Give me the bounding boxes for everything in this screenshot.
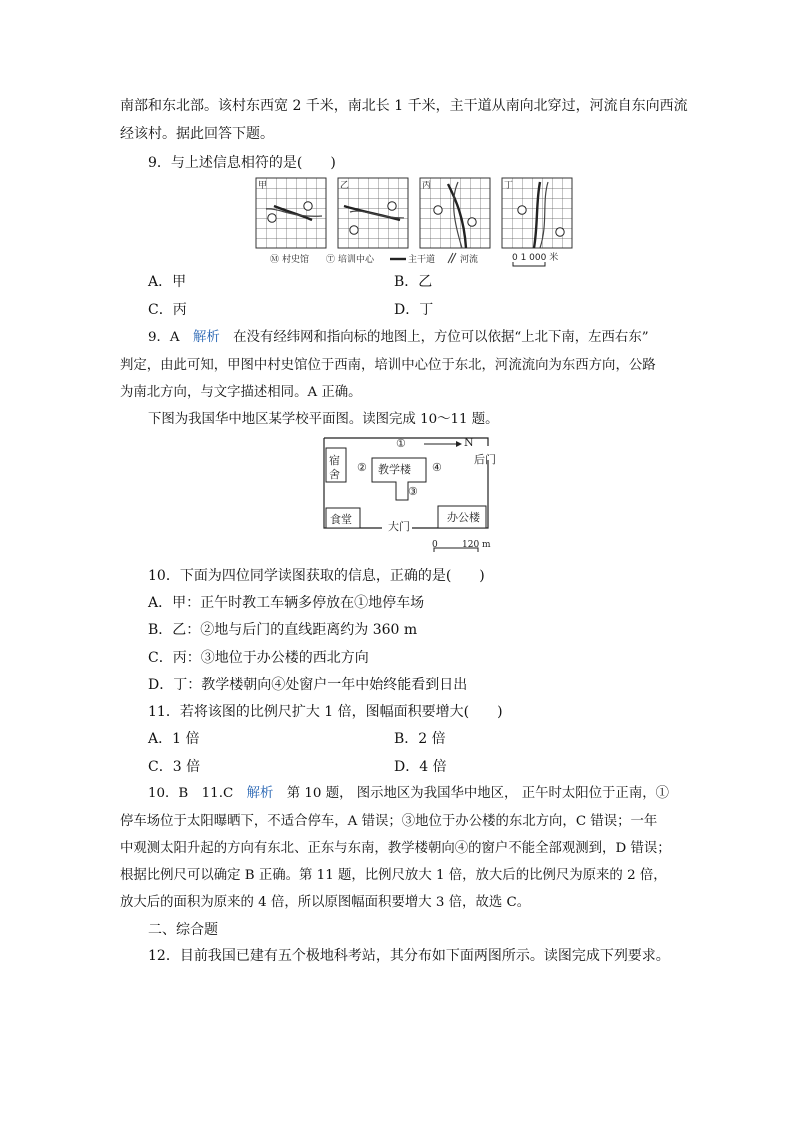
map-label-jia: 甲 <box>258 181 268 191</box>
school-scale-1: 120 m <box>462 540 491 550</box>
school-map <box>316 432 496 556</box>
a10-line-5: 放大后的面积为原来的 4 倍，所以原图幅面积要增大 3 倍，故选 C。 <box>120 895 531 910</box>
q9-option-c: C．丙 <box>148 302 187 318</box>
a9-tag: 解析 <box>192 330 220 345</box>
q11-option-d: D．4 倍 <box>394 759 447 775</box>
legend-museum: 村史馆 <box>282 255 310 265</box>
q10-intro: 下图为我国华中地区某学校平面图。读图完成 10～11 题。 <box>148 412 499 427</box>
q11-option-b: B．2 倍 <box>394 731 446 747</box>
q9-option-a: A．甲 <box>148 274 187 290</box>
map-label-bing: 丙 <box>422 181 432 191</box>
legend-scale-bar <box>512 262 546 267</box>
intro-line-1: 南部和东北部。该村东西宽 2 千米，南北长 1 千米，主干道从南向北穿过，河流自东向西流 <box>120 98 688 114</box>
school-c1: ① <box>396 437 406 450</box>
legend-training: 培训中心 <box>338 255 375 265</box>
q10-option-c: C．丙：③地位于办公楼的西北方向 <box>148 650 369 666</box>
a10-line-2: 停车场位于太阳曝晒下，不适合停车，A 错误；③地位于办公楼的东北方向，C 错误；一年 <box>120 814 658 829</box>
a10-number: 10．B 11.C <box>148 786 234 801</box>
a9-number: 9．A <box>148 330 180 345</box>
legend-road: 主干道 <box>408 255 436 265</box>
legend-scale: 0 1 000 米 <box>512 253 559 263</box>
a9-text-1: 在没有经纬网和指向标的地图上，方位可以依据“上北下南，左西右东” <box>233 330 649 345</box>
school-c3: ③ <box>408 485 418 498</box>
a10-line-3: 中观测太阳升起的方向有东北、正东与东南，教学楼朝向④的窗户不能全部观测到，D 错误； <box>120 841 671 856</box>
a9-line-1 <box>148 328 649 348</box>
map-label-yi: 乙 <box>340 181 350 191</box>
intro-line-2: 经该村。据此回答下题。 <box>120 126 274 142</box>
school-dorm-1: 宿 <box>329 454 340 467</box>
q10-option-b: B．乙：②地与后门的直线距离约为 360 m <box>148 622 418 638</box>
q10-option-d: D．丁：教学楼朝向④处窗户一年中始终能看到日出 <box>148 677 468 693</box>
legend-museum-icon: Ⓜ <box>270 255 280 265</box>
q11-option-a: A．1 倍 <box>148 731 200 747</box>
a10-tag: 解析 <box>246 786 274 801</box>
legend-training-icon: Ⓣ <box>326 255 336 265</box>
a9-line-2: 判定，由此可知，甲图中村史馆位于西南，培训中心位于东北，河流流向为东西方向，公路 <box>120 358 656 373</box>
q9-stem: 9．与上述信息相符的是( ) <box>148 155 336 171</box>
a10-line-1 <box>148 784 669 804</box>
school-teaching: 教学楼 <box>378 463 411 476</box>
school-north: N <box>464 436 474 449</box>
q10-stem: 10．下面为四位同学读图获取的信息，正确的是( ) <box>148 568 485 584</box>
q12-stem: 12．目前我国已建有五个极地科考站，其分布如下面两图所示。读图完成下列要求。 <box>148 948 670 964</box>
school-scale-0: 0 <box>432 540 438 550</box>
a10-line-4: 根据比例尺可以确定 B 正确。第 11 题，比例尺放大 1 倍，放大后的比例尺为原来的 2 倍， <box>120 868 667 883</box>
school-c2: ② <box>357 461 367 474</box>
map-label-ding: 丁 <box>504 181 514 191</box>
school-gate: 大门 <box>388 520 410 533</box>
a9-line-3: 为南北方向，与文字描述相同。A 正确。 <box>120 385 362 400</box>
school-backgate: 后门 <box>474 453 496 466</box>
school-canteen: 食堂 <box>330 513 352 526</box>
section-2-title: 二、综合题 <box>148 922 218 938</box>
school-dorm-2: 舍 <box>329 468 340 481</box>
q11-option-c: C．3 倍 <box>148 759 201 775</box>
legend-river-icon <box>446 252 458 264</box>
school-c4: ④ <box>432 461 442 474</box>
q10-option-a: A．甲：正午时教工车辆多停放在①地停车场 <box>148 595 425 611</box>
q9-option-b: B．乙 <box>394 274 433 290</box>
a10-text-1: 第 10 题， 图示地区为我国华中地区， 正午时太阳位于正南，① <box>286 786 669 801</box>
legend-road-icon <box>390 256 406 262</box>
school-office: 办公楼 <box>447 511 480 524</box>
q9-option-d: D．丁 <box>394 302 434 318</box>
legend-river: 河流 <box>460 255 479 265</box>
q11-stem: 11．若将该图的比例尺扩大 1 倍，图幅面积要增大( ) <box>148 704 503 720</box>
